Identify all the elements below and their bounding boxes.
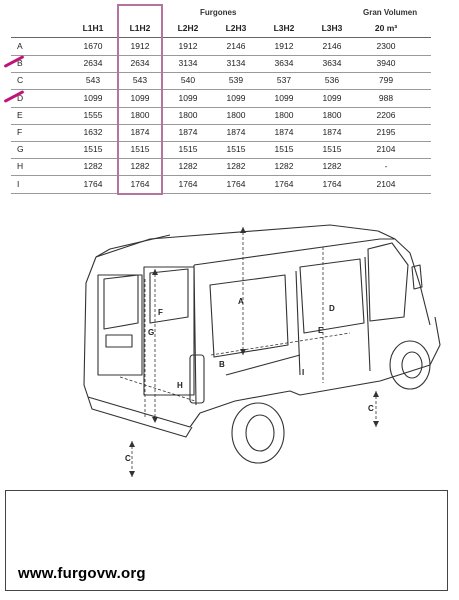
table-cell: 2104 (376, 144, 396, 155)
table-cell: 3634 (322, 58, 342, 69)
dimension-label-c-rear: C (125, 454, 131, 463)
row-label: G (17, 144, 24, 155)
table-cell: 2195 (376, 127, 396, 137)
column-header: L2H2 (177, 23, 199, 33)
table-cell: 1764 (226, 178, 246, 189)
footer-box (5, 490, 448, 591)
site-url: www.furgovw.org (18, 565, 146, 582)
row-label: D (17, 92, 24, 103)
table-cell: 1874 (226, 127, 246, 137)
table-cell: 1912 (178, 41, 198, 51)
table-cell: 3634 (274, 58, 294, 69)
row-label: I (17, 178, 20, 189)
table-row (11, 124, 431, 142)
table-cell: 1800 (226, 109, 246, 120)
table-cell: 539 (228, 75, 244, 86)
table-cell: 2634 (130, 58, 150, 69)
table-cell: - (384, 161, 388, 172)
table-cell: 1912 (130, 41, 150, 51)
table-cell: 536 (324, 75, 340, 86)
table-cell: 2634 (83, 58, 103, 69)
table-cell: 1764 (274, 178, 294, 189)
column-header: L1H1 (82, 23, 104, 33)
table-cell: 1515 (274, 144, 294, 155)
column-header: L2H3 (225, 23, 247, 33)
table-cell: 1515 (178, 144, 198, 155)
table-cell: 1800 (322, 109, 342, 120)
table-cell: 2300 (376, 41, 396, 51)
table-row (11, 158, 431, 176)
table-cell: 540 (180, 75, 196, 86)
table-cell: 1874 (130, 127, 150, 137)
column-header: L3H2 (273, 23, 295, 33)
table-cell: 1282 (178, 161, 198, 172)
table-row (11, 176, 431, 194)
table-cell: 2146 (226, 41, 246, 51)
van-line-drawing (0, 205, 459, 485)
dimension-label-h: H (177, 381, 183, 390)
table-cell: 1515 (226, 144, 246, 155)
table-cell: 1099 (322, 92, 342, 103)
row-label: H (17, 161, 24, 172)
table-cell: 1099 (178, 92, 198, 103)
table-cell: 1800 (130, 109, 150, 120)
table-cell: 1874 (178, 127, 198, 137)
dimension-label-d: D (329, 304, 335, 313)
row-label: C (17, 75, 24, 86)
table-cell: 1670 (83, 41, 103, 51)
table-cell: 1282 (274, 161, 294, 172)
table-cell: 2104 (376, 178, 396, 189)
table-cell: 1099 (83, 92, 103, 103)
table-cell: 1764 (178, 178, 198, 189)
table-cell: 1099 (274, 92, 294, 103)
row-label: E (17, 109, 23, 120)
table-cell: 1632 (83, 127, 103, 137)
table-row (11, 90, 431, 108)
table-cell: 3940 (376, 58, 396, 69)
row-label: B (17, 58, 23, 69)
table-cell: 1800 (178, 109, 198, 120)
table-cell: 1282 (130, 161, 150, 172)
dimension-label-e: E (318, 326, 324, 335)
table-cell: 1099 (130, 92, 150, 103)
column-header: 20 m³ (374, 23, 398, 33)
table-cell: 799 (378, 75, 394, 86)
table-cell: 1515 (130, 144, 150, 155)
table-cell: 3134 (226, 58, 246, 69)
van-diagram (0, 205, 459, 485)
group-header-gran-volumen: Gran Volumen (363, 8, 418, 17)
table-row (11, 107, 431, 125)
table-row (11, 72, 431, 90)
column-highlight-box (117, 4, 163, 195)
table-cell: 543 (85, 75, 101, 86)
table-cell: 1800 (274, 109, 294, 120)
table-row (11, 55, 431, 73)
table-cell: 2206 (376, 109, 396, 120)
table-cell: 1515 (322, 144, 342, 155)
table-cell: 1874 (322, 127, 342, 137)
table-cell: 1764 (83, 178, 103, 189)
row-label: A (17, 41, 23, 51)
table-cell: 1912 (274, 41, 294, 51)
table-cell: 3134 (178, 58, 198, 69)
dimension-label-a: A (238, 297, 244, 306)
dimension-label-g: G (148, 328, 155, 337)
table-cell: 1515 (83, 144, 103, 155)
table-cell: 988 (378, 92, 394, 103)
dimension-label-b: B (219, 360, 225, 369)
column-header: L1H2 (129, 23, 151, 33)
table-cell: 543 (132, 75, 148, 86)
table-cell: 1764 (130, 178, 150, 189)
table-cell: 1764 (322, 178, 342, 189)
table-row (11, 141, 431, 159)
table-cell: 1282 (226, 161, 246, 172)
dimension-label-i: I (302, 368, 305, 377)
column-header-row (11, 20, 431, 38)
dimension-label-f: F (158, 308, 163, 317)
table-cell: 1555 (83, 109, 103, 120)
table-row (11, 38, 431, 56)
dimension-label-c-front: C (368, 404, 374, 413)
table-cell: 2146 (322, 41, 342, 51)
table-cell: 537 (276, 75, 292, 86)
table-cell: 1874 (274, 127, 294, 137)
table-cell: 1282 (83, 161, 103, 172)
row-label: F (17, 127, 23, 137)
group-header-furgones: Furgones (200, 8, 237, 17)
table-cell: 1282 (322, 161, 342, 172)
table-cell: 1099 (226, 92, 246, 103)
column-header: L3H3 (321, 23, 343, 33)
